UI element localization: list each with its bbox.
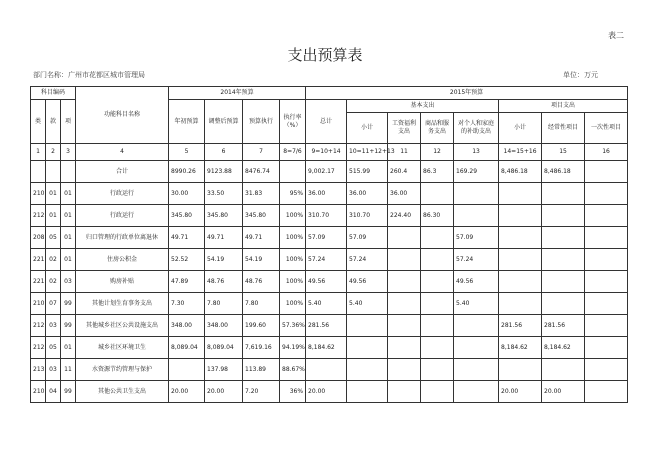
header-exec-rate: 执行率（%） [280, 100, 306, 144]
cell-goods [421, 227, 454, 249]
header-executed: 预算执行 [243, 100, 280, 144]
cell-total: 310.70 [306, 205, 347, 227]
cell-kuan [46, 161, 61, 183]
cell-recurring [542, 205, 585, 227]
cell-name: 合计 [76, 161, 169, 183]
cell-name: 其他公共卫生支出 [76, 381, 169, 403]
cell-p-sub [499, 183, 542, 205]
cell-adjusted: 20.00 [205, 381, 243, 403]
cell-b-sub [347, 381, 388, 403]
cell-lei: 221 [31, 249, 46, 271]
cell-executed: 199.60 [243, 315, 280, 337]
cell-initial [169, 359, 205, 381]
header-adjusted: 调整后预算 [205, 100, 243, 144]
table-row [31, 249, 628, 271]
cell-rate: 57.36% [280, 315, 306, 337]
column-index-cell: 5 [169, 144, 205, 161]
cell-subsidy [454, 183, 499, 205]
header-budget-2015: 2015年预算 [306, 87, 628, 100]
header-total: 总计 [306, 100, 347, 144]
cell-total: 8,184.62 [306, 337, 347, 359]
cell-adjusted: 345.80 [205, 205, 243, 227]
cell-rate: 100% [280, 227, 306, 249]
table-row [31, 161, 628, 183]
column-index-cell: 10=11+12+13 [347, 144, 388, 161]
cell-lei: 213 [31, 359, 46, 381]
table-row [31, 315, 628, 337]
cell-adjusted: 49.71 [205, 227, 243, 249]
column-index-cell: 6 [205, 144, 243, 161]
budget-table [30, 86, 628, 403]
cell-subsidy [454, 381, 499, 403]
cell-goods [421, 381, 454, 403]
cell-onetime [585, 161, 628, 183]
column-index-row [31, 144, 628, 161]
header-function-name: 功能科目名称 [76, 87, 169, 144]
cell-executed: 49.71 [243, 227, 280, 249]
cell-b-sub: 57.24 [347, 249, 388, 271]
cell-adjusted: 137.98 [205, 359, 243, 381]
cell-recurring [542, 271, 585, 293]
cell-p-sub [499, 271, 542, 293]
column-index-cell: 14=15+16 [499, 144, 542, 161]
cell-subsidy: 49.56 [454, 271, 499, 293]
cell-goods: 86.30 [421, 205, 454, 227]
cell-subsidy [454, 359, 499, 381]
cell-kuan: 04 [46, 381, 61, 403]
column-index-cell: 3 [61, 144, 76, 161]
cell-adjusted: 54.19 [205, 249, 243, 271]
cell-adjusted: 48.76 [205, 271, 243, 293]
cell-subsidy: 169.29 [454, 161, 499, 183]
cell-recurring: 8,184.62 [542, 337, 585, 359]
cell-name: 其他计划生育事务支出 [76, 293, 169, 315]
table-row [31, 227, 628, 249]
cell-b-sub: 57.09 [347, 227, 388, 249]
cell-recurring: 20.00 [542, 381, 585, 403]
cell-kuan: 05 [46, 337, 61, 359]
header-project-subtotal: 小计 [499, 113, 542, 144]
cell-recurring [542, 183, 585, 205]
cell-total: 57.09 [306, 227, 347, 249]
cell-salary [388, 315, 421, 337]
cell-p-sub [499, 249, 542, 271]
cell-executed: 8476.74 [243, 161, 280, 183]
header-onetime: 一次性项目 [585, 113, 628, 144]
cell-xiang: 11 [61, 359, 76, 381]
cell-xiang: 99 [61, 293, 76, 315]
cell-total: 57.24 [306, 249, 347, 271]
cell-goods [421, 337, 454, 359]
cell-b-sub: 310.70 [347, 205, 388, 227]
cell-b-sub [347, 359, 388, 381]
cell-xiang: 99 [61, 381, 76, 403]
column-index-cell: 15 [542, 144, 585, 161]
cell-name: 归口管理的行政单位离退休 [76, 227, 169, 249]
cell-name: 住房公积金 [76, 249, 169, 271]
cell-subsidy: 57.24 [454, 249, 499, 271]
cell-total: 281.56 [306, 315, 347, 337]
cell-kuan: 01 [46, 183, 61, 205]
cell-name: 购房补贴 [76, 271, 169, 293]
header-recurring: 经常性项目 [542, 113, 585, 144]
cell-b-sub: 36.00 [347, 183, 388, 205]
cell-name: 水资源节约管理与保护 [76, 359, 169, 381]
cell-p-sub [499, 359, 542, 381]
cell-name: 行政运行 [76, 183, 169, 205]
cell-adjusted: 33.50 [205, 183, 243, 205]
column-index-cell: 7 [243, 144, 280, 161]
cell-subsidy [454, 205, 499, 227]
cell-p-sub [499, 293, 542, 315]
cell-rate: 94.19% [280, 337, 306, 359]
table-row [31, 293, 628, 315]
cell-salary [388, 359, 421, 381]
cell-executed: 54.19 [243, 249, 280, 271]
cell-executed: 31.83 [243, 183, 280, 205]
column-index-cell: 1 [31, 144, 46, 161]
cell-p-sub: 8,486.18 [499, 161, 542, 183]
cell-salary [388, 381, 421, 403]
header-xiang: 项 [61, 100, 76, 144]
cell-goods [421, 183, 454, 205]
cell-adjusted: 8,089.04 [205, 337, 243, 359]
cell-total: 20.00 [306, 381, 347, 403]
cell-adjusted: 9123.88 [205, 161, 243, 183]
cell-total: 5.40 [306, 293, 347, 315]
cell-initial: 47.89 [169, 271, 205, 293]
cell-recurring [542, 227, 585, 249]
cell-executed: 7.20 [243, 381, 280, 403]
cell-xiang: 01 [61, 205, 76, 227]
cell-total [306, 359, 347, 381]
cell-p-sub: 20.00 [499, 381, 542, 403]
cell-xiang: 01 [61, 227, 76, 249]
cell-xiang: 01 [61, 337, 76, 359]
cell-p-sub [499, 205, 542, 227]
cell-lei: 210 [31, 381, 46, 403]
cell-xiang: 99 [61, 315, 76, 337]
cell-b-sub [347, 315, 388, 337]
cell-goods: 86.3 [421, 161, 454, 183]
cell-onetime [585, 337, 628, 359]
cell-initial: 8,089.04 [169, 337, 205, 359]
cell-b-sub: 515.99 [347, 161, 388, 183]
column-index-cell: 13 [454, 144, 499, 161]
table-number-label: 表二 [608, 31, 624, 40]
cell-name: 城乡社区环境卫生 [76, 337, 169, 359]
cell-kuan: 03 [46, 315, 61, 337]
header-kuan: 款 [46, 100, 61, 144]
cell-recurring: 281.56 [542, 315, 585, 337]
cell-name: 其他城乡社区公共设施支出 [76, 315, 169, 337]
cell-lei: 208 [31, 227, 46, 249]
header-basic-subtotal: 小计 [347, 113, 388, 144]
cell-onetime [585, 249, 628, 271]
cell-kuan: 02 [46, 249, 61, 271]
cell-kuan: 01 [46, 205, 61, 227]
table-body [31, 161, 628, 403]
cell-rate: 100% [280, 271, 306, 293]
cell-initial: 7.30 [169, 293, 205, 315]
cell-initial: 348.00 [169, 315, 205, 337]
cell-total: 36.00 [306, 183, 347, 205]
column-index-cell: 8=7/6 [280, 144, 306, 161]
cell-rate: 88.67% [280, 359, 306, 381]
cell-xiang: 01 [61, 249, 76, 271]
cell-b-sub [347, 337, 388, 359]
cell-lei: 212 [31, 315, 46, 337]
cell-goods [421, 315, 454, 337]
table-row [31, 183, 628, 205]
header-goods: 商品和服务支出 [421, 113, 454, 144]
cell-lei [31, 161, 46, 183]
cell-kuan: 07 [46, 293, 61, 315]
cell-b-sub: 5.40 [347, 293, 388, 315]
header-subsidy: 对个人和家庭的补助支出 [454, 113, 499, 144]
table-row [31, 359, 628, 381]
cell-subsidy: 5.40 [454, 293, 499, 315]
cell-onetime [585, 227, 628, 249]
cell-rate: 100% [280, 293, 306, 315]
cell-rate: 100% [280, 205, 306, 227]
cell-goods [421, 271, 454, 293]
header-lei: 类 [31, 100, 46, 144]
cell-xiang [61, 161, 76, 183]
header-initial: 年初预算 [169, 100, 205, 144]
cell-subsidy [454, 315, 499, 337]
cell-onetime [585, 293, 628, 315]
cell-executed: 7,619.16 [243, 337, 280, 359]
cell-lei: 210 [31, 183, 46, 205]
cell-recurring: 8,486.18 [542, 161, 585, 183]
cell-onetime [585, 205, 628, 227]
cell-salary [388, 249, 421, 271]
cell-kuan: 05 [46, 227, 61, 249]
cell-onetime [585, 359, 628, 381]
column-index-cell: 12 [421, 144, 454, 161]
cell-goods [421, 249, 454, 271]
cell-recurring [542, 293, 585, 315]
header-project: 项目支出 [499, 100, 628, 113]
cell-onetime [585, 315, 628, 337]
cell-adjusted: 7.80 [205, 293, 243, 315]
cell-onetime [585, 271, 628, 293]
cell-lei: 212 [31, 337, 46, 359]
cell-xiang: 03 [61, 271, 76, 293]
cell-executed: 7.80 [243, 293, 280, 315]
cell-adjusted: 348.00 [205, 315, 243, 337]
cell-lei: 210 [31, 293, 46, 315]
cell-initial: 49.71 [169, 227, 205, 249]
cell-lei: 221 [31, 271, 46, 293]
department-name: 部门名称：广州市花都区城市管理局 [33, 71, 145, 79]
table-row [31, 271, 628, 293]
cell-executed: 345.80 [243, 205, 280, 227]
cell-goods [421, 359, 454, 381]
header-budget-2014: 2014年预算 [169, 87, 306, 100]
cell-salary [388, 293, 421, 315]
cell-executed: 113.89 [243, 359, 280, 381]
cell-initial: 52.52 [169, 249, 205, 271]
cell-initial: 30.00 [169, 183, 205, 205]
column-index-cell: 16 [585, 144, 628, 161]
cell-executed: 48.76 [243, 271, 280, 293]
table-row [31, 381, 628, 403]
cell-kuan: 03 [46, 359, 61, 381]
cell-p-sub: 8,184.62 [499, 337, 542, 359]
page-title: 支出预算表 [287, 46, 363, 64]
cell-rate: 95% [280, 183, 306, 205]
cell-name: 行政运行 [76, 205, 169, 227]
cell-kuan: 02 [46, 271, 61, 293]
cell-salary: 36.00 [388, 183, 421, 205]
cell-initial: 8990.26 [169, 161, 205, 183]
table-row [31, 205, 628, 227]
cell-b-sub: 49.56 [347, 271, 388, 293]
cell-rate: 36% [280, 381, 306, 403]
cell-goods [421, 293, 454, 315]
cell-onetime [585, 183, 628, 205]
cell-subsidy: 57.09 [454, 227, 499, 249]
cell-onetime [585, 381, 628, 403]
header-row-1 [31, 87, 628, 100]
cell-salary [388, 337, 421, 359]
cell-p-sub [499, 227, 542, 249]
column-index-cell: 9=10+14 [306, 144, 347, 161]
cell-total: 49.56 [306, 271, 347, 293]
cell-subsidy [454, 337, 499, 359]
cell-xiang: 01 [61, 183, 76, 205]
header-subject-code: 科目编码 [31, 87, 76, 100]
cell-total: 9,002.17 [306, 161, 347, 183]
cell-rate [280, 161, 306, 183]
cell-p-sub: 281.56 [499, 315, 542, 337]
cell-initial: 345.80 [169, 205, 205, 227]
header-salary: 工资福利支出 [388, 113, 421, 144]
cell-recurring [542, 249, 585, 271]
currency-unit: 单位：万元 [563, 71, 598, 79]
column-index-cell: 11 [388, 144, 421, 161]
cell-salary: 260.4 [388, 161, 421, 183]
cell-salary [388, 227, 421, 249]
cell-recurring [542, 359, 585, 381]
cell-rate: 100% [280, 249, 306, 271]
cell-initial: 20.00 [169, 381, 205, 403]
cell-lei: 212 [31, 205, 46, 227]
table-row [31, 337, 628, 359]
column-index-cell: 4 [76, 144, 169, 161]
cell-salary: 224.40 [388, 205, 421, 227]
header-basic: 基本支出 [347, 100, 499, 113]
column-index-cell: 2 [46, 144, 61, 161]
cell-salary [388, 271, 421, 293]
